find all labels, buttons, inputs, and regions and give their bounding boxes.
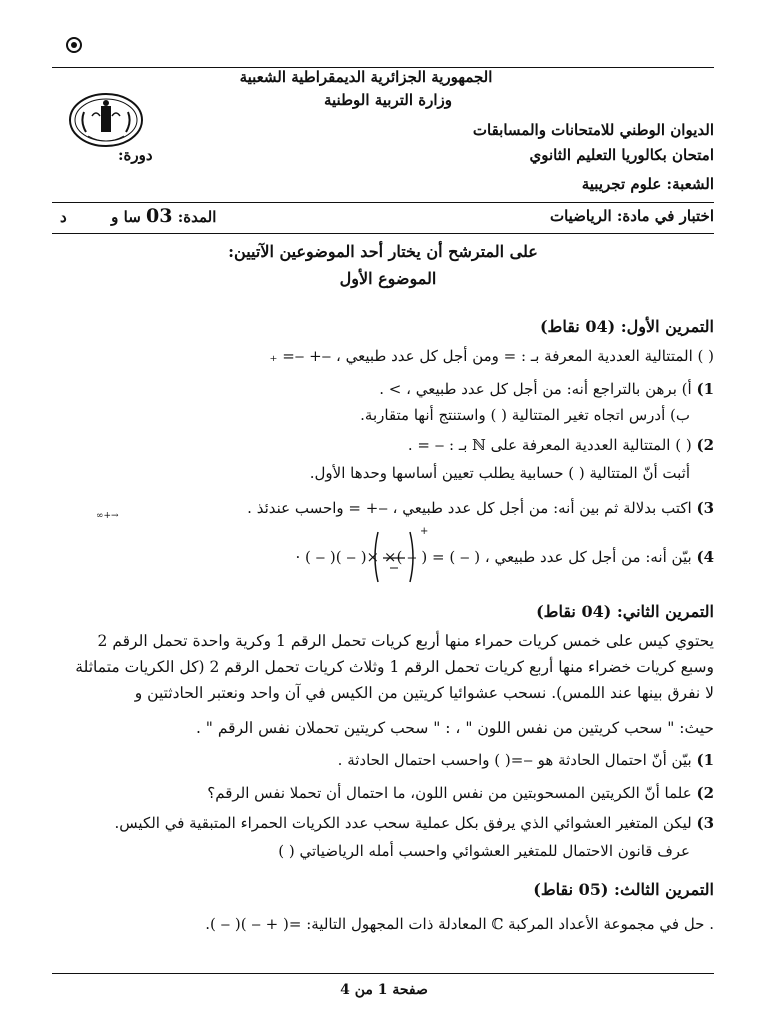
duration: المدة: 03 سا و د	[60, 205, 217, 227]
ex2-p3: لا نفرق بينها عند اللمس). نسحب عشوائيا كريتين من الكيس في آن واحد ونعتبر الحادثتين و	[134, 684, 714, 702]
ex1-intro: ( ) المتتالية العددية المعرفة بـ : = ومن أجل كل عدد طبيعي ، ‒+ ‒= ₊	[269, 347, 714, 365]
ex1-q4: 4) بيّن أنه: من أجل كل عدد طبيعي ، ( ‒ ) = ( ‒ )× ×( ‒ )( ‒ ) ·	[295, 548, 714, 566]
ex2-q3: 3) ليكن المتغير العشوائي الذي يرفق بكل عملية سحب عدد الكريات الحمراء المتبقية في الكيس.	[114, 814, 714, 832]
target-icon	[66, 37, 82, 53]
ex1-q4-fraction	[370, 528, 418, 590]
subject-label: اختبار في مادة: الرياضيات	[549, 207, 714, 225]
ex1-title: التمرين الأول: (04 نقاط)	[539, 317, 714, 336]
page-number: صفحة 1 من 4	[340, 982, 428, 998]
ex2-q3b: عرف قانون الاحتمال للمتغير العشوائي واحسب أمله الرياضياتي ( )	[278, 842, 690, 860]
ex1-q1b: ب) أدرس اتجاه تغير المتتالية ( ) واستنتج أنها متقاربة.	[360, 406, 690, 424]
footer-rule	[52, 973, 714, 974]
ex2-p2: وسبع كريات خضراء منها أربع كريات تحمل الرقم 1 وثلاث كريات تحمل الرقم 2 (كل الكريات متماثلة	[75, 658, 714, 676]
ex1-q2b: أثبت أنّ المتتالية ( ) حسابية يطلب تعيين أساسها وحدها الأول.	[309, 464, 690, 482]
republic-name: الجمهورية الجزائرية الديمقراطية الشعبية	[239, 68, 493, 86]
ex2-p4: حيث: " سحب كريتين من نفس اللون " ، : " سحب كريتين تحملان نفس الرقم " .	[195, 719, 714, 737]
ex1-q4-exponent: +	[420, 526, 429, 537]
ex3-title: التمرين الثالث: (05 نقاط)	[533, 880, 714, 899]
subject-rule	[52, 233, 714, 234]
ex1-q3-limit: →+∞	[96, 511, 119, 521]
session-label: دورة:	[118, 146, 153, 164]
exam-name: امتحان بكالوريا التعليم الثانوي	[529, 146, 714, 164]
ex1-q3: 3) اكتب بدلالة ثم بين أنه: من أجل كل عدد طبيعي ، ‒+ = واحسب عندئذ .	[247, 499, 714, 517]
ex2-title: التمرين الثاني: (04 نقاط)	[536, 602, 714, 621]
header-rule	[52, 202, 714, 203]
ex1-q2: 2) ( ) المتتالية العددية المعرفة على ℕ بـ : ‒ = .	[407, 436, 714, 454]
ministry-name: وزارة التربية الوطنية	[323, 91, 452, 109]
ex1-q1a: 1) أ) برهن بالتراجع أنه: من أجل كل عدد طبيعي ، > .	[379, 380, 714, 398]
logo-seal	[66, 90, 146, 150]
office-name: الديوان الوطني للامتحانات والمسابقات	[472, 121, 714, 139]
ex3-question: . حل في مجموعة الأعداد المركبة ℂ المعادلة ذات المجهول التالية: =( + ‒ )( ‒ ).	[205, 915, 714, 933]
topic-title: الموضوع الأول	[339, 269, 437, 288]
ex2-q2: 2) علما أنّ الكريتين المسحوبتين من نفس اللون، ما احتمال أن تحملا نفس الرقم؟	[207, 784, 714, 802]
stream-label: الشعبة: علوم تجريبية	[581, 175, 714, 193]
ex2-p1: يحتوي كيس على خمس كريات حمراء منها أربع كريات تحمل الرقم 1 وكرية واحدة تحمل الرقم 2	[97, 632, 714, 650]
instructions-choose: على المترشح أن يختار أحد الموضوعين الآتيين:	[228, 242, 538, 261]
ex2-q1: 1) بيّن أنّ احتمال الحادثة هو ‒=( ) واحسب احتمال الحادثة .	[337, 751, 714, 769]
